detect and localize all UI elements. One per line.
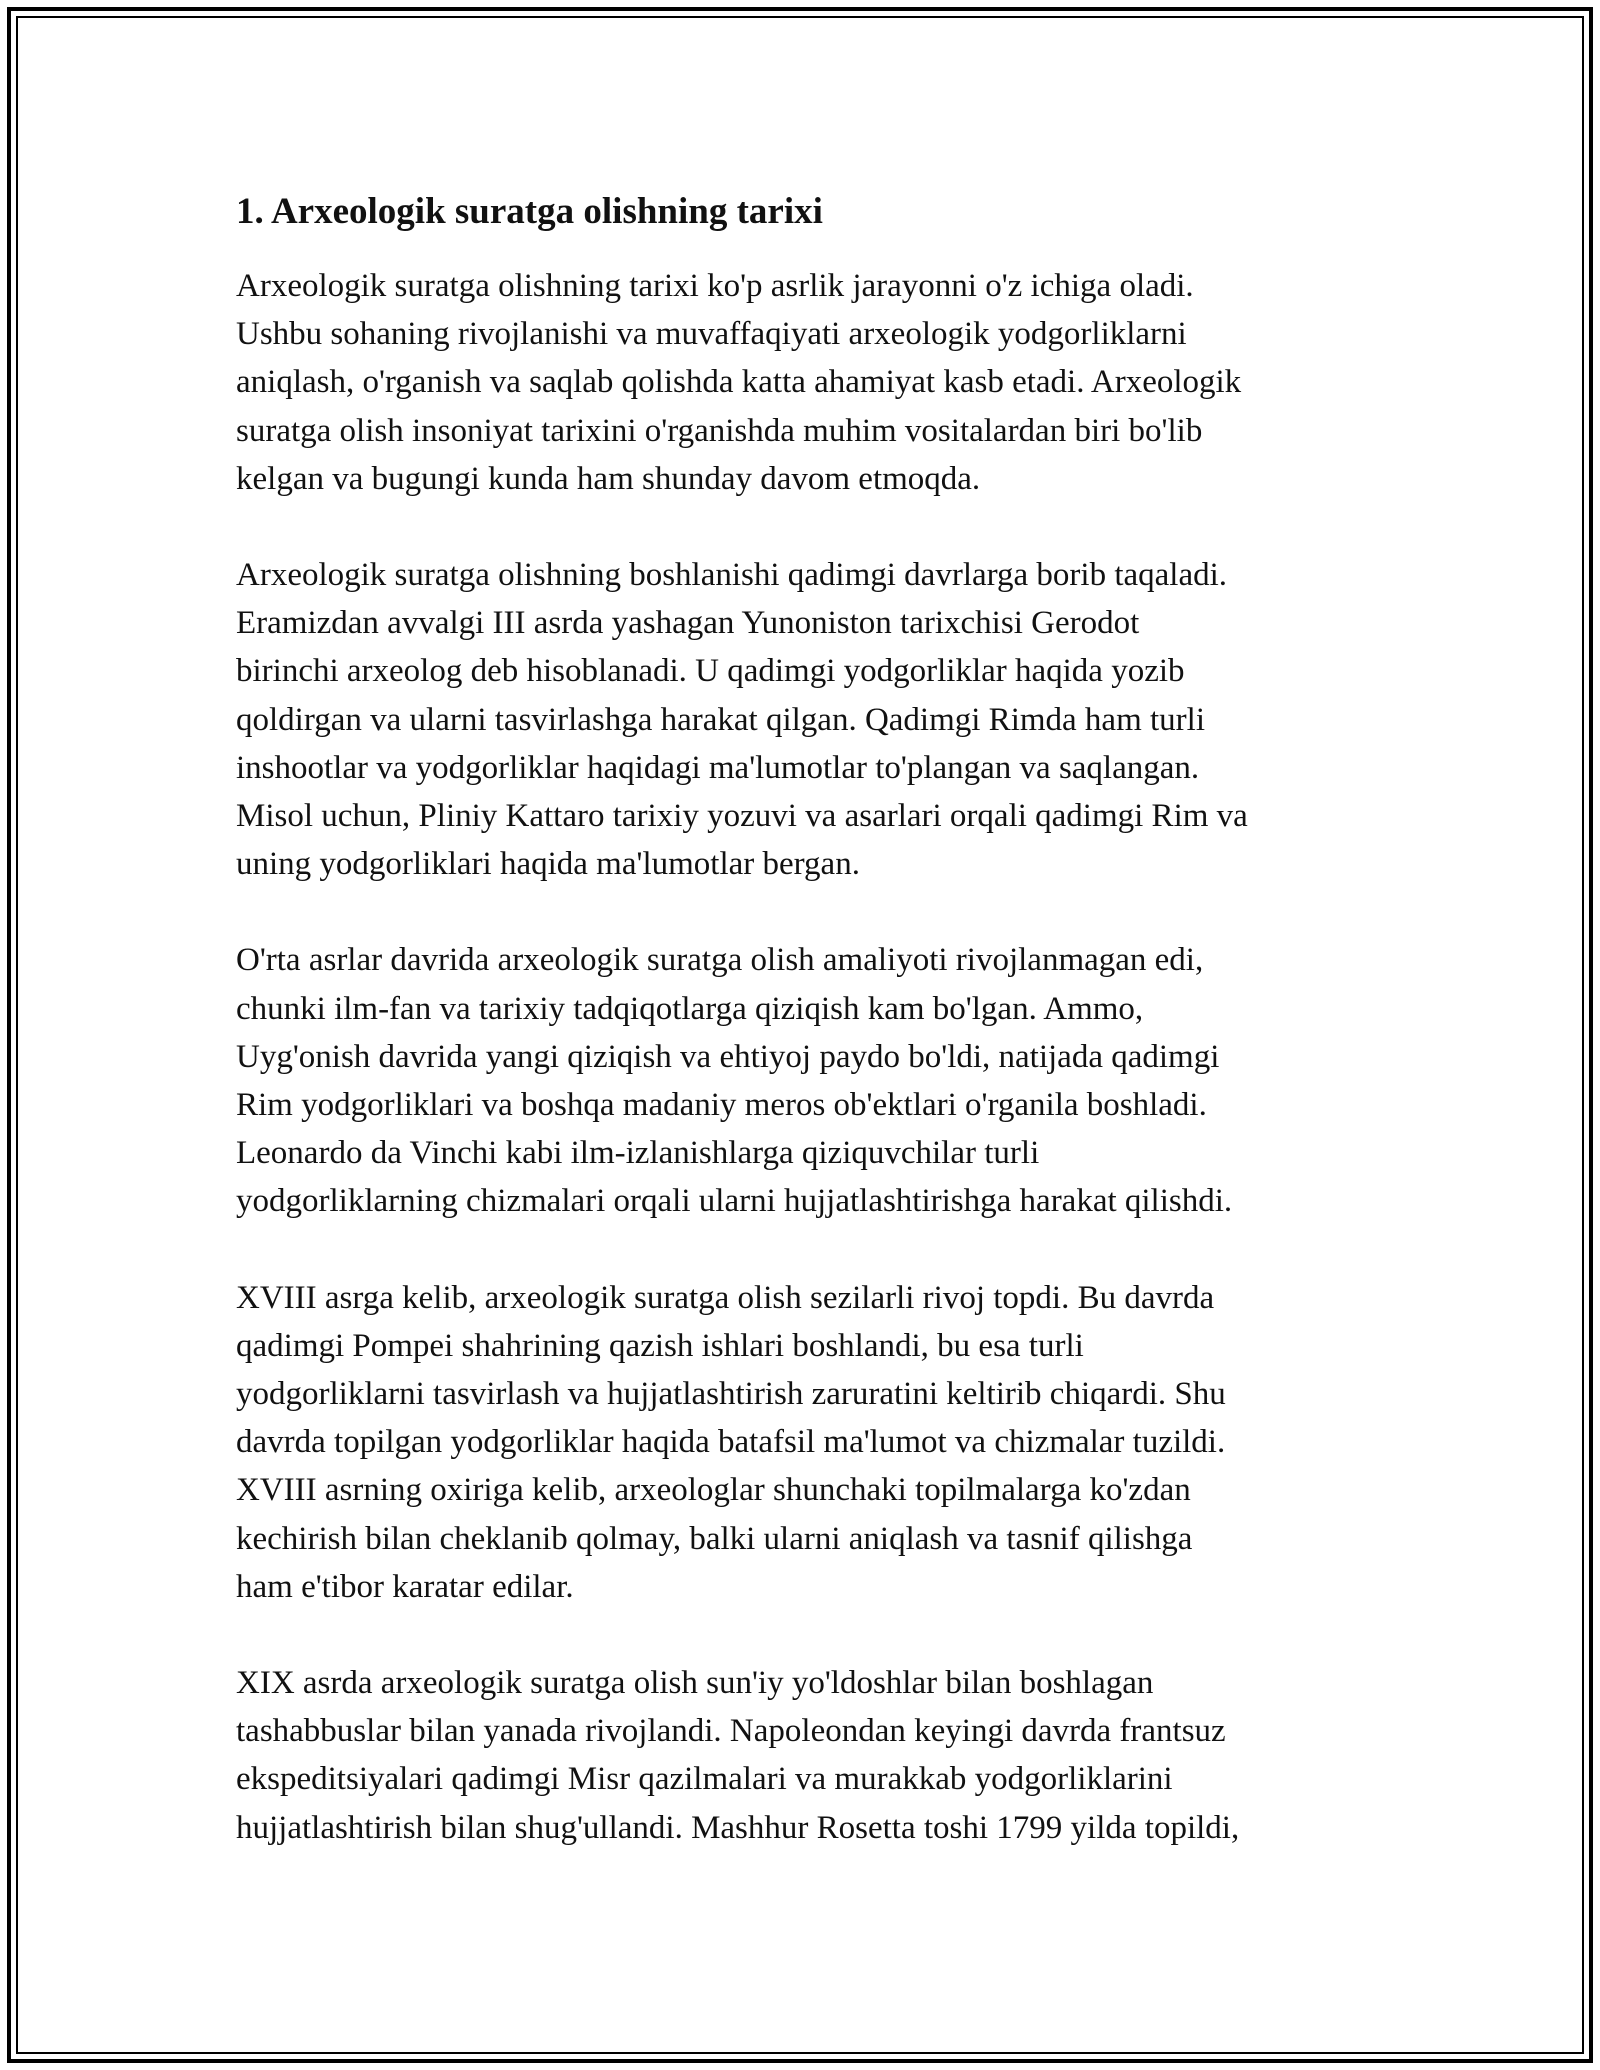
text-line: uning yodgorliklari haqida ma'lumotlar bergan. [236, 846, 860, 883]
text-line: birinchi arxeolog deb hisoblanadi. U qadimgi yodgorliklar haqida yozib [236, 653, 1185, 690]
text-line: qoldirgan va ularni tasvirlashga harakat qilgan. Qadimgi Rimda ham turli [236, 701, 1205, 738]
text-line: ham e'tibor karatar edilar. [236, 1568, 574, 1605]
section-heading: 1. Arxeologik suratga olishning tarixi [236, 191, 823, 232]
text-line: qadimgi Pompei shahrining qazish ishlari boshlandi, bu esa turli [236, 1327, 1084, 1364]
text-line: Arxeologik suratga olishning boshlanishi qadimgi davrlarga borib taqaladi. [236, 557, 1228, 594]
paragraph-1 [236, 262, 1386, 503]
paragraph-4 [236, 1274, 1386, 1611]
text-line: Misol uchun, Pliniy Kattaro tarixiy yozuvi va asarlari orqali qadimgi Rim va [236, 798, 1248, 835]
text-line: Arxeologik suratga olishning tarixi ko'p asrlik jarayonni o'z ichiga oladi. [236, 268, 1194, 304]
text-line: XIX asrda arxeologik suratga olish sun'iy yo'ldoshlar bilan boshlagan [236, 1665, 1154, 1702]
text-line: Rim yodgorliklari va boshqa madaniy meros ob'ektlari o'rganila boshladi. [236, 1087, 1207, 1124]
text-line: chunki ilm-fan va tarixiy tadqiqotlarga qiziqish kam bo'lgan. Ammo, [236, 990, 1144, 1027]
text-line: inshootlar va yodgorliklar haqidagi ma'lumotlar to'plangan va saqlangan. [236, 749, 1200, 786]
text-line: tashabbuslar bilan yanada rivojlandi. Napoleondan keyingi davrda frantsuz [236, 1713, 1226, 1750]
text-line: XVIII asrga kelib, arxeologik suratga olish sezilarli rivoj topdi. Bu davrda [236, 1279, 1215, 1316]
text-line: davrda topilgan yodgorliklar haqida batafsil ma'lumot va chizmalar tuzildi. [236, 1424, 1226, 1461]
text-line: yodgorliklarning chizmalari orqali ularni hujjatlashtirishga harakat qilishdi. [236, 1183, 1233, 1220]
paragraph-2 [236, 551, 1386, 888]
text-line: kechirish bilan cheklanib qolmay, balki ularni aniqlash va tasnif qilishga [236, 1520, 1193, 1557]
text-line: ekspeditsiyalari qadimgi Misr qazilmalari va murakkab yodgorliklarini [236, 1761, 1173, 1798]
text-line: Ushbu sohaning rivojlanishi va muvaffaqiyati arxeologik yodgorliklarni [236, 316, 1187, 353]
text-line: Eramizdan avvalgi III asrda yashagan Yunoniston tarixchisi Gerodot [236, 605, 1140, 642]
text-line: yodgorliklarni tasvirlash va hujjatlashtirish zaruratini keltirib chiqardi. Shu [236, 1376, 1226, 1413]
paragraph-5 [236, 1659, 1386, 1852]
text-line: Uyg'onish davrida yangi qiziqish va ehtiyoj paydo bo'ldi, natijada qadimgi [236, 1038, 1220, 1075]
text-line: hujjatlashtirish bilan shug'ullandi. Mashhur Rosetta toshi 1799 yilda topildi, [236, 1809, 1240, 1846]
text-line: kelgan va bugungi kunda ham shunday davom etmoqda. [236, 460, 981, 497]
document-body [236, 188, 1386, 1900]
text-line: O'rta asrlar davrida arxeologik suratga olish amaliyoti rivojlanmagan edi, [236, 942, 1204, 979]
text-line: XVIII asrning oxiriga kelib, arxeologlar shunchaki topilmalarga ko'zdan [236, 1472, 1191, 1509]
paragraph-3 [236, 936, 1386, 1225]
text-line: suratga olish insoniyat tarixini o'rganishda muhim vositalardan biri bo'lib [236, 412, 1203, 449]
text-line: Leonardo da Vinchi kabi ilm-izlanishlarga qiziquvchilar turli [236, 1135, 1040, 1172]
text-line: aniqlash, o'rganish va saqlab qolishda katta ahamiyat kasb etadi. Arxeologik [236, 364, 1242, 401]
